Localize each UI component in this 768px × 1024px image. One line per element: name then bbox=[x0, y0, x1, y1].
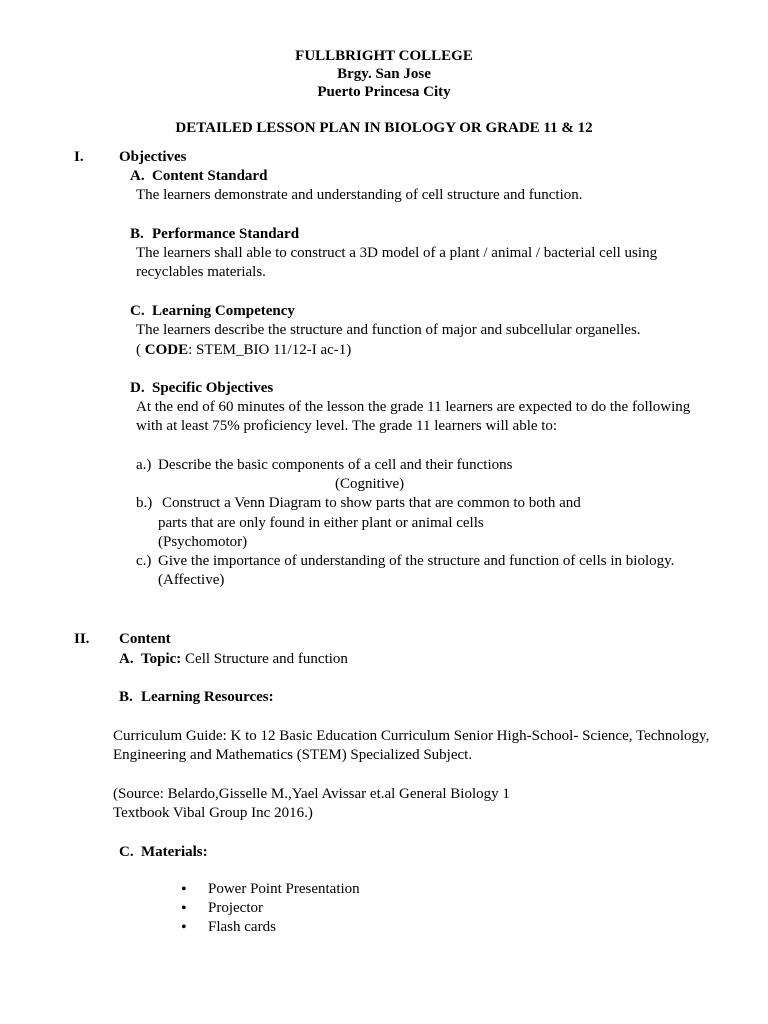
specific-objectives-line-2: with at least 75% proficiency level. The grade 11 learners will able to: bbox=[136, 418, 558, 434]
code-open: ( bbox=[136, 342, 145, 358]
objective-b-text-2: parts that are only found in either plant or animal cells bbox=[158, 515, 484, 531]
competency-code-line bbox=[136, 341, 351, 360]
school-name: FULLBRIGHT COLLEGE bbox=[295, 48, 473, 64]
school-city: Puerto Princesa City bbox=[317, 84, 451, 100]
performance-standard-heading: Performance Standard bbox=[152, 226, 300, 242]
objective-b-text-1: Construct a Venn Diagram to show parts that are common to both and bbox=[162, 495, 581, 511]
specific-objectives-line-1: At the end of 60 minutes of the lesson the grade 11 learners are expected to do the following bbox=[136, 399, 691, 415]
objective-a-marker: a.) bbox=[136, 457, 152, 473]
source-line-1: (Source: Belardo,Gisselle M.,Yael Avissar et.al General Biology 1 bbox=[113, 786, 510, 802]
objective-b-marker: b.) bbox=[136, 495, 153, 511]
school-barangay: Brgy. San Jose bbox=[337, 66, 431, 82]
section-2-numeral: II. bbox=[74, 631, 90, 647]
topic-label: Topic: bbox=[141, 651, 182, 667]
materials-heading: Materials: bbox=[141, 844, 208, 860]
code-label: CODE bbox=[144, 342, 189, 358]
learning-resources-heading: Learning Resources: bbox=[141, 689, 274, 705]
bullet-icon: • bbox=[181, 919, 187, 936]
content-standard-heading: Content Standard bbox=[152, 168, 268, 184]
performance-standard-line-1: The learners shall able to construct a 3D model of a plant / animal / bacterial cell using bbox=[136, 245, 658, 261]
code-value: : STEM_BIO 11/12-I ac-1) bbox=[188, 342, 352, 358]
content-b-letter: B. bbox=[119, 689, 133, 705]
subsection-d-letter: D. bbox=[130, 380, 145, 396]
learning-competency-text: The learners describe the structure and function of major and subcellular organelles. bbox=[136, 322, 641, 338]
specific-objectives-heading: Specific Objectives bbox=[152, 380, 274, 396]
content-a-letter: A. bbox=[119, 651, 134, 667]
topic-text: Cell Structure and function bbox=[181, 651, 348, 667]
curriculum-guide-line-1: Curriculum Guide: K to 12 Basic Education Curriculum Senior High-School- Science, Technology, bbox=[113, 728, 710, 744]
content-standard-text: The learners demonstrate and understanding of cell structure and function. bbox=[136, 187, 583, 203]
performance-standard-line-2: recyclables materials. bbox=[136, 264, 266, 280]
objective-a-text: Describe the basic components of a cell and their functions bbox=[158, 457, 513, 473]
topic-line bbox=[141, 650, 348, 669]
learning-competency-heading: Learning Competency bbox=[152, 303, 295, 319]
subsection-b-letter: B. bbox=[130, 226, 144, 242]
objective-a-domain: (Cognitive) bbox=[335, 476, 405, 492]
material-item: Power Point Presentation bbox=[208, 881, 360, 897]
bullet-icon: • bbox=[181, 900, 187, 917]
section-2-heading: Content bbox=[119, 631, 171, 647]
bullet-icon: • bbox=[181, 881, 187, 898]
material-item: Projector bbox=[208, 900, 263, 916]
section-1-numeral: I. bbox=[74, 149, 84, 165]
objective-c-marker: c.) bbox=[136, 553, 152, 569]
objective-c-domain: (Affective) bbox=[158, 572, 225, 588]
material-item: Flash cards bbox=[208, 919, 276, 935]
source-line-2: Textbook Vibal Group Inc 2016.) bbox=[113, 805, 313, 821]
curriculum-guide-line-2: Engineering and Mathematics (STEM) Specialized Subject. bbox=[113, 747, 473, 763]
section-1-heading: Objectives bbox=[119, 149, 187, 165]
content-c-letter: C. bbox=[119, 844, 134, 860]
objective-c-text: Give the importance of understanding of the structure and function of cells in biology. bbox=[158, 553, 675, 569]
subsection-a-letter: A. bbox=[130, 168, 145, 184]
objective-b-domain: (Psychomotor) bbox=[158, 534, 248, 550]
document-title: DETAILED LESSON PLAN IN BIOLOGY OR GRADE 11 & 12 bbox=[175, 120, 593, 136]
subsection-c-letter: C. bbox=[130, 303, 145, 319]
